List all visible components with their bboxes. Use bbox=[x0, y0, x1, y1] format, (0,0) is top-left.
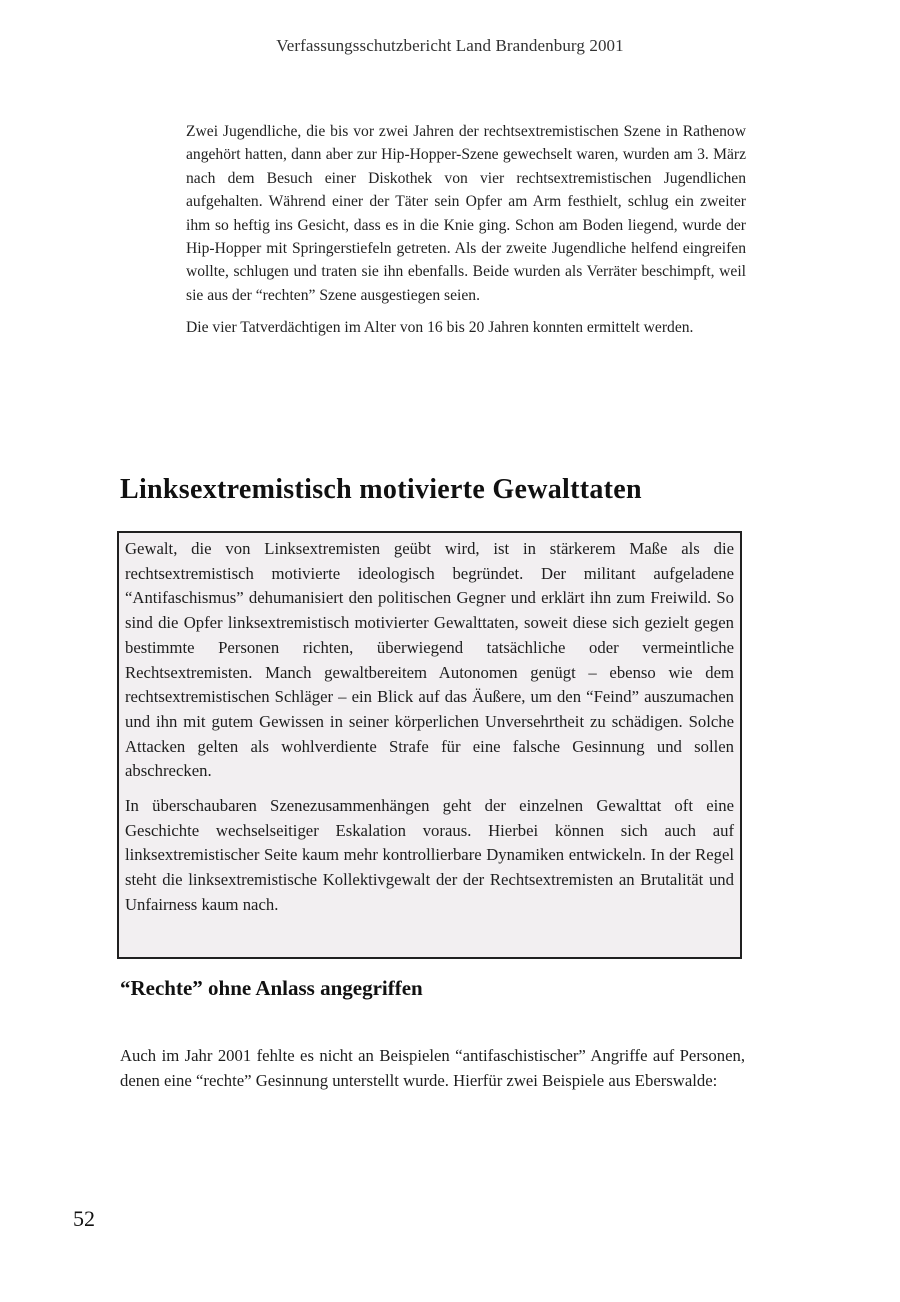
page-number: 52 bbox=[73, 1206, 95, 1231]
case-report-paragraph: Die vier Tatverdächtigen im Alter von 16 bis 20 Jahren konnten ermittelt werden. bbox=[186, 319, 694, 337]
case-report-paragraph: Zwei Jugendliche, die bis vor zwei Jahren der rechtsextremistischen Szene in Rathenow angehört hatten, dann aber zur Hip-Hopper-Szene gewechselt waren, wurden am 3. März nach dem Besuch einer Diskothek von vier rechtsextremistischen Jugendlichen aufgehalten. Während einer der Täter sein Opfer am Arm festhielt, schlug ein zweiter ihm so heftig ins Gesicht, dass es in die Knie ging. Schon am Boden liegend, wurde der Hip-Hopper mit Springerstiefeln getreten. Als der zweite Jugendliche helfend eingreifen wollte, schlugen und traten sie ihn ebenfalls. Beide wurden als Verräter beschimpft, weil sie aus der “rechten” Szene ausgestiegen seien. bbox=[186, 123, 746, 304]
subsection-paragraph: Auch im Jahr 2001 fehlte es nicht an Beispielen “antifaschistischer” Angriffe auf Personen, denen eine “rechte” Gesinnung unterstellt wurde. Hierfür zwei Beispiele aus Eberswalde: bbox=[120, 1046, 745, 1090]
info-box bbox=[117, 531, 742, 959]
running-header: Verfassungsschutzbericht Land Brandenburg 2001 bbox=[276, 36, 624, 55]
info-box-paragraph: Gewalt, die von Linksextremisten geübt wird, ist in stärkerem Maße als die rechtsextremistisch motivierte ideologisch begründet. Der militant aufgeladene “Antifaschismus” dehumanisiert den politischen Gegner und erklärt ihn zum Freiwild. So sind die Opfer linksextremistisch motivierter Gewalttaten, soweit diese sich gezielt gegen bestimmte Personen richten, überwiegend tatsächliche oder vermeintliche Rechtsextremisten. Manch gewaltbereitem Autonomen genügt – ebenso wie dem rechtsextremistischen Schläger – ein Blick auf das Äußere, um den “Feind” auszumachen und ihn mit gutem Gewissen in seiner körperlichen Unversehrtheit zu schädigen. Solche Attacken gelten als wohlverdiente Strafe für eine falsche Gesinnung und sollen abschrecken. bbox=[125, 539, 734, 781]
case-report-block bbox=[186, 120, 746, 349]
section-heading: Linksextremistisch motivierte Gewalttaten bbox=[120, 474, 642, 505]
subsection-heading: “Rechte” ohne Anlass angegriffen bbox=[120, 976, 423, 1000]
info-box-paragraph: In überschaubaren Szenezusammenhängen geht der einzelnen Gewalttat oft eine Geschichte wechselseitiger Eskalation voraus. Hierbei können sich auch auf linksextremistischer Seite kaum mehr kontrollierbare Dynamiken entwickeln. In der Regel steht die linksextremistische Kollektivgewalt der der Rechtsextremisten an Brutalität und Unfairness kaum nach. bbox=[125, 796, 734, 914]
